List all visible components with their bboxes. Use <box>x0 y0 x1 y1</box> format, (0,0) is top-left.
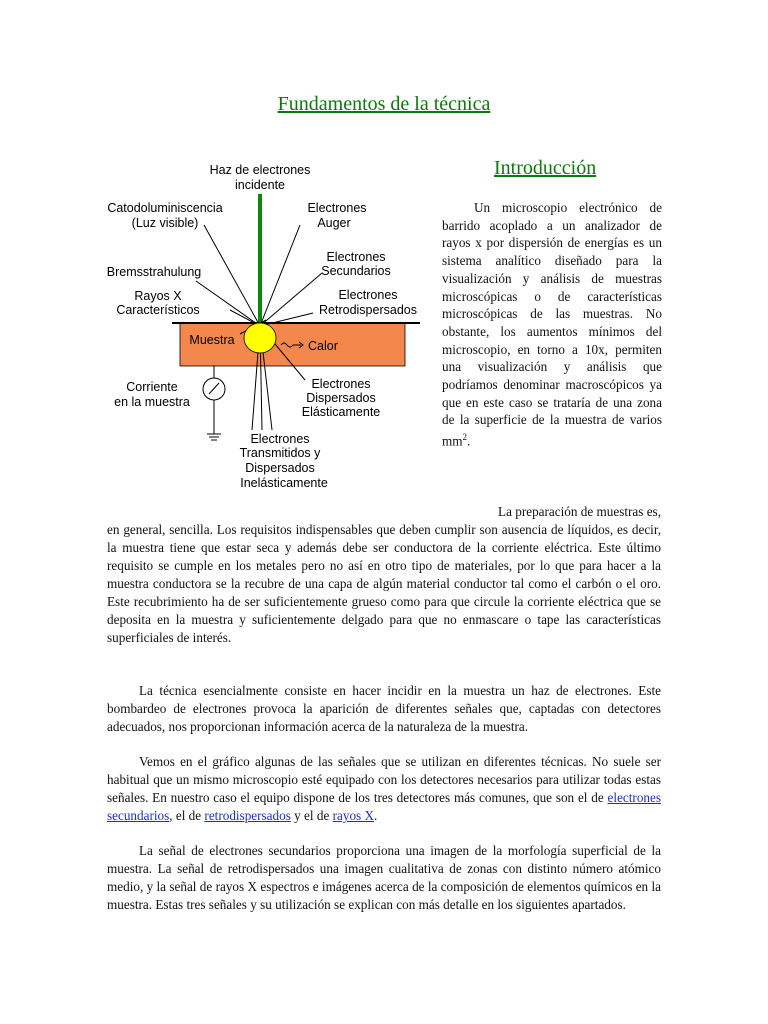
label-elastic3: Elásticamente <box>301 405 381 419</box>
intro-heading: Introducción <box>494 157 597 179</box>
intro-text: Un microscopio electrónico de barrido acoplado a un analizador de rayos x por dispersión de energías es un sistema analítico diseñado para la visualización y análisis de muestras microscópicas o de características microscópicas de las muestras. No obstante, los aumentos mínimos del microscopio, en torno a 10x, permiten una visualización y análisis que podríamos denominar macroscópicos ya que en este caso se trataría de una zona de la superficie de la muestra de varios mm <box>442 200 662 449</box>
label-elastic2: Dispersados <box>306 391 376 405</box>
para3 <box>107 753 661 825</box>
para4: La señal de electrones secundarios proporciona una imagen de la morfología superficial de la muestra. La señal de retrodispersados una imagen cualitativa de zonas con distinto número atómico medio, y la señal de rayos X espectros e imágenes acerca de la composición de elementos químicos en la muestra. Estas tres señales y su utilización se explican con más detalle en los siguientes apartados. <box>107 843 661 912</box>
intro-paragraph <box>442 199 662 450</box>
label-brems: Bremsstrahulung <box>106 265 202 279</box>
page-title: Fundamentos de la técnica <box>277 93 491 115</box>
para3-text4: . <box>374 808 378 823</box>
line-brems <box>196 281 260 326</box>
line-auger <box>260 225 300 326</box>
link-retrodispersados[interactable]: retrodispersados <box>204 808 291 823</box>
label-beam: Haz de electrones <box>209 163 311 177</box>
label-retro1: Electrones <box>338 288 398 302</box>
para3-text2: , el de <box>169 808 205 823</box>
label-sample: Muestra <box>189 333 235 347</box>
label-trans4: Inelásticamente <box>240 476 328 490</box>
label-heat: Calor <box>308 339 338 353</box>
sem-signals-diagram <box>100 158 440 498</box>
label-auger2: Auger <box>317 216 351 230</box>
intro-sup: 2 <box>462 432 468 443</box>
label-retro2: Retrodispersados <box>319 303 417 317</box>
label-current2: en la muestra <box>114 395 190 409</box>
para1-start: La preparación de muestras es, <box>498 504 661 519</box>
label-sec2: Secundarios <box>321 264 391 278</box>
label-trans3: Dispersados <box>245 461 315 475</box>
label-current1: Corriente <box>126 380 178 394</box>
para3-text3: y el de <box>290 808 333 823</box>
label-auger1: Electrones <box>307 201 367 215</box>
para2: La técnica esencialmente consiste en hacer incidir en la muestra un haz de electrones. Este bombardeo de electrones provoca la aparición de diferentes señales que, captadas con detectores adecuados, nos proporcionan información acerca de la naturaleza de la muestra. <box>107 683 661 734</box>
label-elastic1: Electrones <box>311 377 371 391</box>
link-rayos-x[interactable]: rayos X <box>332 808 374 823</box>
label-trans2: Transmitidos y <box>239 446 321 460</box>
label-sec1: Electrones <box>326 250 386 264</box>
label-cathodo1: Catodoluminiscencia <box>107 201 223 215</box>
label-beam2: incidente <box>234 178 286 192</box>
interaction-spot <box>244 323 276 353</box>
para3-text1: Vemos en el gráfico algunas de las señales que se utilizan en diferentes técnicas. No suele ser habitual que un mismo microscopio esté equipado con los detectores necesarios para utilizar todas estas señales. En nuestro caso el equipo dispone de los tres detectores más comunes, que son el de <box>107 754 661 805</box>
label-cathodo2: (Luz visible) <box>131 216 199 230</box>
intro-end: . <box>467 433 471 449</box>
label-rx1: Rayos X <box>134 289 182 303</box>
label-trans1: Electrones <box>250 432 310 446</box>
label-rx2: Característicos <box>116 303 200 317</box>
para1-body: en general, sencilla. Los requisitos indispensables que deben cumplir son ausencia de líquidos, es decir, la muestra tiene que estar seca y además debe ser conductora de la corriente eléctrica. Este último requisito se cumple en los metales pero no así en otro tipo de materiales, por lo que para hacer a la muestra conductora se la recubre de una capa de algún material conductor tal como el carbón o el oro. Este recubrimiento ha de ser suficientemente grueso como para que circule la corriente eléctrica que se deposita en la muestra y suficientemente delgado para que no enmascare o tape las características superficiales de interés. <box>107 522 661 645</box>
link-electrones-secundarios[interactable]: electrones secundarios <box>107 790 661 823</box>
